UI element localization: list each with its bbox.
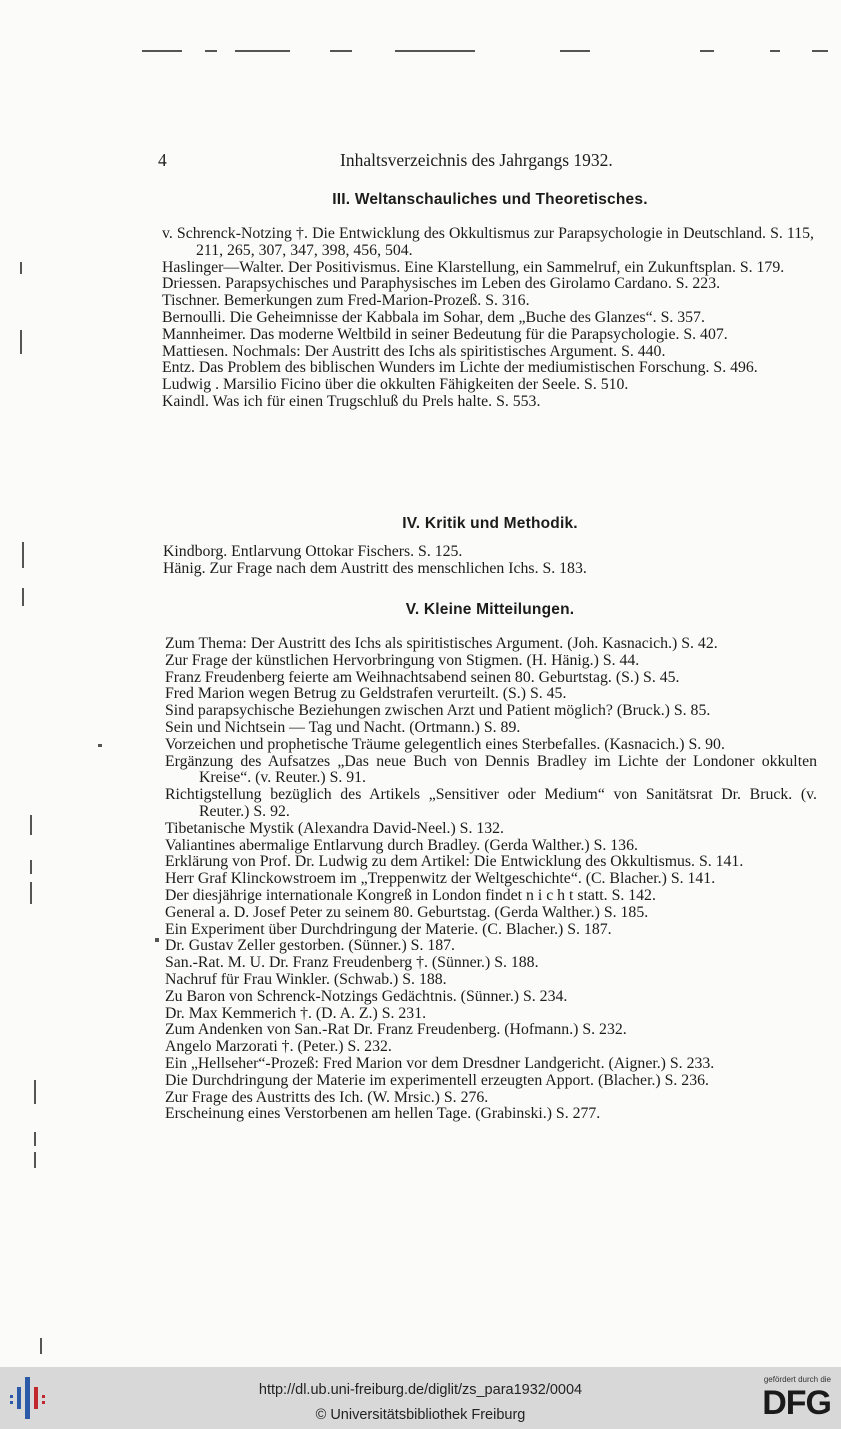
list-item: Sein und Nichtsein — Tag und Nacht. (Ortmann.) S. 89. [165,718,521,736]
section-heading-iv: IV. Kritik und Methodik. [402,515,578,532]
list-item: Hänig. Zur Frage nach dem Austritt des menschlichen Ichs. S. 183. [163,559,587,577]
dfg-tagline: gefördert durch die [763,1375,831,1384]
list-item: Driessen. Parapsychisches und Paraphysisches im Leben des Girolamo Cardano. S. 223. [162,275,721,293]
dfg-logo: DFG [762,1384,831,1422]
section-heading-iii: III. Weltanschauliches und Theoretisches. [332,191,648,208]
footer-copyright: © Universitätsbibliothek Freiburg [315,1407,526,1423]
list-item: Zum Andenken von San.-Rat Dr. Franz Freudenberg. (Hofmann.) S. 232. [165,1021,627,1039]
list-item: Dr. Max Kemmerich †. (D. A. Z.) S. 231. [165,1004,427,1022]
footer-bar [0,1367,841,1429]
list-item: Tibetanische Mystik (Alexandra David-Neel.) S. 132. [165,819,504,837]
list-item: Angelo Marzorati †. (Peter.) S. 232. [165,1038,392,1056]
list-item: Franz Freudenberg feierte am Weihnachtsabend seinen 80. Geburtstag. (S.) S. 45. [165,668,680,686]
section-heading-v: V. Kleine Mitteilungen. [405,601,575,618]
section-v-entries [165,636,817,1123]
list-item: Erklärung von Prof. Dr. Ludwig zu dem Artikel: Die Entwicklung des Okkultismus. S. 141. [165,853,744,871]
list-item: Zu Baron von Schrenck-Notzings Gedächtnis. (Sünner.) S. 234. [165,987,568,1005]
footer-url-link[interactable]: http://dl.ub.uni-freiburg.de/diglit/zs_para1932/0004 [258,1382,583,1398]
list-item: Ein „Hellseher“-Prozeß: Fred Marion vor dem Dresdner Landgericht. (Aigner.) S. 233. [165,1054,715,1072]
list-item: Der diesjährige internationale Kongreß in London findet n i c h t statt. S. 142. [165,886,656,904]
list-item: Valiantines abermalige Entlarvung durch Bradley. (Gerda Walther.) S. 136. [165,836,638,854]
list-item: Dr. Gustav Zeller gestorben. (Sünner.) S. 187. [165,937,455,955]
list-item: Kindborg. Entlarvung Ottokar Fischers. S. 125. [163,543,463,560]
list-item: Die Durchdringung der Materie im experimentell erzeugten Apport. (Blacher.) S. 236. [165,1071,709,1089]
list-item: Tischner. Bemerkungen zum Fred-Marion-Prozeß. S. 316. [162,292,530,310]
list-item: Richtigstellung bezüglich des Artikels „Sensitiver oder Medium“ von Sanitätsrat Dr. Bruck. (v. Reuter.) S. 92. [165,786,817,820]
list-item: Entz. Das Problem des biblischen Wunders im Lichte der mediumistischen Forschung. S. 496. [162,359,758,377]
list-item: Erscheinung eines Verstorbenen am hellen Tage. (Grabinski.) S. 277. [165,1105,601,1123]
list-item: Sind parapsychische Beziehungen zwischen Arzt und Patient möglich? (Bruck.) S. 85. [165,702,711,720]
list-item: Ergänzung des Aufsatzes „Das neue Buch von Dennis Bradley im Lichte der Londoner okkulten Kreise“. (v. Reuter.) S. 91. [165,752,817,787]
section-iv-entries [163,544,815,578]
list-item: Zum Thema: Der Austritt des Ichs als spiritistisches Argument. (Joh. Kasnacich.) S. 42. [165,635,718,652]
list-item: General a. D. Josef Peter zu seinem 80. Geburtstag. (Gerda Walther.) S. 185. [165,903,649,921]
list-item: Mannheimer. Das moderne Weltbild in seiner Bedeutung für die Parapsychologie. S. 407. [162,325,728,343]
list-item: Haslinger—Walter. Der Positivismus. Eine Klarstellung, ein Sammelruf, ein Zukunftsplan. S. 179. [162,258,785,276]
list-item: Kaindl. Was ich für einen Trugschluß du Prels halte. S. 553. [162,392,541,410]
list-item: Ein Experiment über Durchdringung der Materie. (C. Blacher.) S. 187. [165,920,612,938]
page-number: 4 [158,150,167,170]
list-item: Zur Frage des Austritts des Ich. (W. Mrsic.) S. 276. [165,1088,489,1106]
list-item: San.-Rat. M. U. Dr. Franz Freudenberg †. (Sünner.) S. 188. [165,954,539,972]
list-item: Zur Frage der künstlichen Hervorbringung von Stigmen. (H. Hänig.) S. 44. [165,651,640,669]
section-iii-entries [162,226,814,411]
list-item: Vorzeichen und prophetische Träume gelegentlich eines Sterbefalles. (Kasnacich.) S. 90. [165,735,725,753]
list-item: v. Schrenck-Notzing †. Die Entwicklung des Okkultismus zur Parapsychologie in Deutschland. S. 115, 211, 265, 307, 347, 398, 456, 504. [162,225,814,259]
running-head: Inhaltsverzeichnis des Jahrgangs 1932. [340,150,613,170]
list-item: Ludwig . Marsilio Ficino über die okkulten Fähigkeiten der Seele. S. 510. [162,376,629,394]
list-item: Mattiesen. Nochmals: Der Austritt des Ichs als spiritistisches Argument. S. 440. [162,342,666,360]
list-item: Nachruf für Frau Winkler. (Schwab.) S. 188. [165,970,447,988]
page-header [158,150,818,174]
list-item: Herr Graf Klinckowstroem im „Treppenwitz der Weltgeschichte“. (C. Blacher.) S. 141. [165,870,716,888]
list-item: Fred Marion wegen Betrug zu Geldstrafen verurteilt. (S.) S. 45. [165,685,567,703]
list-item: Bernoulli. Die Geheimnisse der Kabbala im Sohar, dem „Buche des Glanzes“. S. 357. [162,308,705,326]
